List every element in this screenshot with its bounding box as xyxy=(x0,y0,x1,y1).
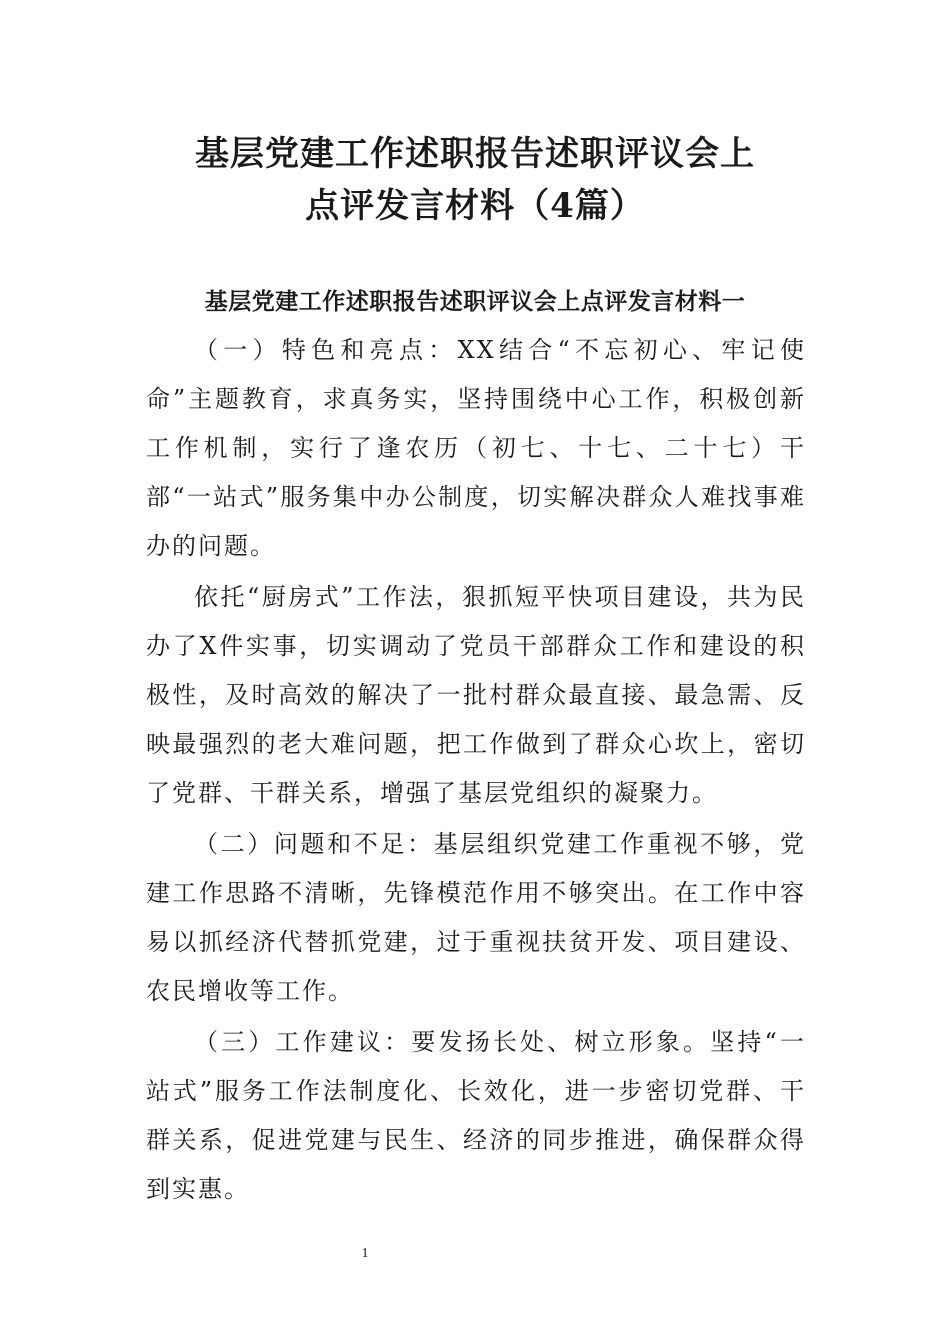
paragraph-suggestions: （三）工作建议：要发扬长处、树立形象。坚持“一站式”服务工作法制度化、长效化，进一步密切党群、干群关系，促进党建与民生、经济的同步推进，确保群众得到实惠。 xyxy=(146,1028,806,1203)
document-body xyxy=(146,326,806,1216)
page-number: 1 xyxy=(361,1246,369,1261)
paragraph-highlights: （一）特色和亮点：XX结合“不忘初心、牢记使命”主题教育，求真务实，坚持围绕中心工作，积极创新工作机制，实行了逢农历（初七、十七、二十七）干部“一站式”服务集中办公制度，切实解决群众人难找事难办的问题。 xyxy=(146,336,806,560)
paragraph-problems: （二）问题和不足：基层组织党建工作重视不够，党建工作思路不清晰，先锋模范作用不够突出。在工作中容易以抓经济代替抓党建，过于重视扶贫开发、项目建设、农民增收等工作。 xyxy=(146,830,806,1005)
document-title-line-1: 基层党建工作述职报告述职评议会上 xyxy=(195,134,755,174)
section-subtitle: 基层党建工作述职报告述职评议会上点评发言材料一 xyxy=(204,289,746,315)
paragraph-kitchen-method: 依托“厨房式”工作法，狠抓短平快项目建设，共为民办了X件实事，切实调动了党员干部群众工作和建设的积极性，及时高效的解决了一批村群众最直接、最急需、反映最强烈的老大难问题，把工作做到了群众心坎上，密切了党群、干群关系，增强了基层党组织的凝聚力。 xyxy=(146,583,806,807)
document-title-line-2: 点评发言材料（4篇） xyxy=(305,186,645,226)
